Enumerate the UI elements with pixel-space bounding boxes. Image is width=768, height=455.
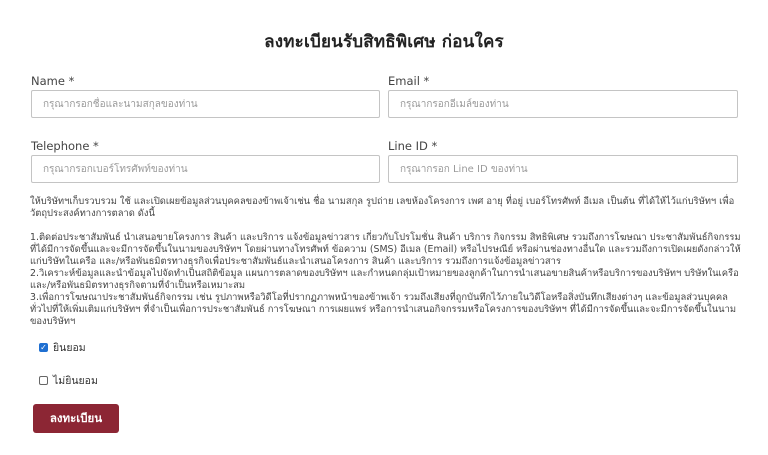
decline-option[interactable]	[39, 372, 98, 389]
consent-text: ให้บริษัทฯเก็บรวบรวม ใช้ และเปิดเผยข้อมูลส่วนบุคคลของข้าพเจ้าเช่น ชื่อ นามสกุล รูปถ่าย เลขห้องโครงการ เพศ อายุ ที่อยู่ เบอร์โทรศัพท์ อีเมล เป็นต้น ที่ได้ให้ไว้แก่บริษัทฯ เพื่อวัตถุประสงค์ทางการตลาด ดังนี้ 1.ติดต่อประชาสัมพันธ์ นำเสนอขายโครงการ สินค้า และบริการ แจ้งข้อมูลข่าวสาร เกี่ยวกับโปรโมชั่น สินค้า บริการ กิจกรรม สิทธิพิเศษ รวมถึงการโฆษณา ประชาสัมพันธ์กิจกรรมที่ได้มีการจัดขึ้นและจะมีการจัดขึ้นในนามของบริษัทฯ โดยผ่านทางโทรศัพท์ ข้อความ (SMS) อีเมล (Email) หรือไปรษณีย์ หรือผ่านช่องทางอื่นใด และรวมถึงการเปิดเผยดังกล่าวให้แก่บริษัทในเครือ และ/หรือพันธมิตรทางธุรกิจเพื่อประชาสัมพันธ์และนำเสนอโครงการ สินค้า และบริการ รวมถึงการแจ้งข้อมูลข่าวสาร 2.วิเคราะห์ข้อมูลและนำข้อมูลไปจัดทำเป็นสถิติข้อมูล แผนการตลาดของบริษัทฯ และกำหนดกลุ่มเป้าหมายของลูกค้าในการนำเสนอขายสินค้าหรือบริการของบริษัทฯ บริษัทในเครือ และ/หรือพันธมิตรทางธุรกิจตามที่จำเป็นหรือเหมาะสม 3.เพื่อการโฆษณาประชาสัมพันธ์กิจกรรม เช่น รูปภาพหรือวิดีโอที่ปรากฏภาพหน้าของข้าพเจ้า รวมถึงเสียงที่ถูกบันทึกไว้ภายในวิดีโอหรือสิ่งบันทึกเสียงต่างๆ และข้อมูลส่วนบุคคลทั่วไปที่ให้เพิ่มเติมแก่บริษัทฯ ที่จำเป็นเพื่อการประชาสัมพันธ์ การโฆษณา การเผยแพร่ หรือการนำเสนอกิจกรรมหรือโครงการของบริษัทฯ ที่ได้มีการจัดขึ้นและจะมีการจัดขึ้นในนามของบริษัทฯ	[30, 196, 741, 327]
name-input[interactable]	[31, 90, 380, 118]
register-button[interactable]: ลงทะเบียน	[33, 404, 119, 433]
telephone-input[interactable]	[31, 155, 380, 183]
telephone-label: Telephone *	[31, 139, 99, 153]
name-label: Name *	[31, 74, 75, 88]
decline-label: ไม่ยินยอม	[53, 375, 98, 387]
form-title: ลงทะเบียนรับสิทธิพิเศษ ก่อนใคร	[264, 32, 504, 52]
line-id-input[interactable]	[388, 155, 738, 183]
email-input[interactable]	[388, 90, 738, 118]
decline-checkbox[interactable]	[39, 376, 48, 385]
email-label: Email *	[388, 74, 430, 88]
accept-label: ยินยอม	[53, 342, 86, 354]
accept-checkbox[interactable]	[39, 343, 48, 352]
line-id-label: Line ID *	[388, 139, 438, 153]
accept-option[interactable]	[39, 339, 86, 356]
